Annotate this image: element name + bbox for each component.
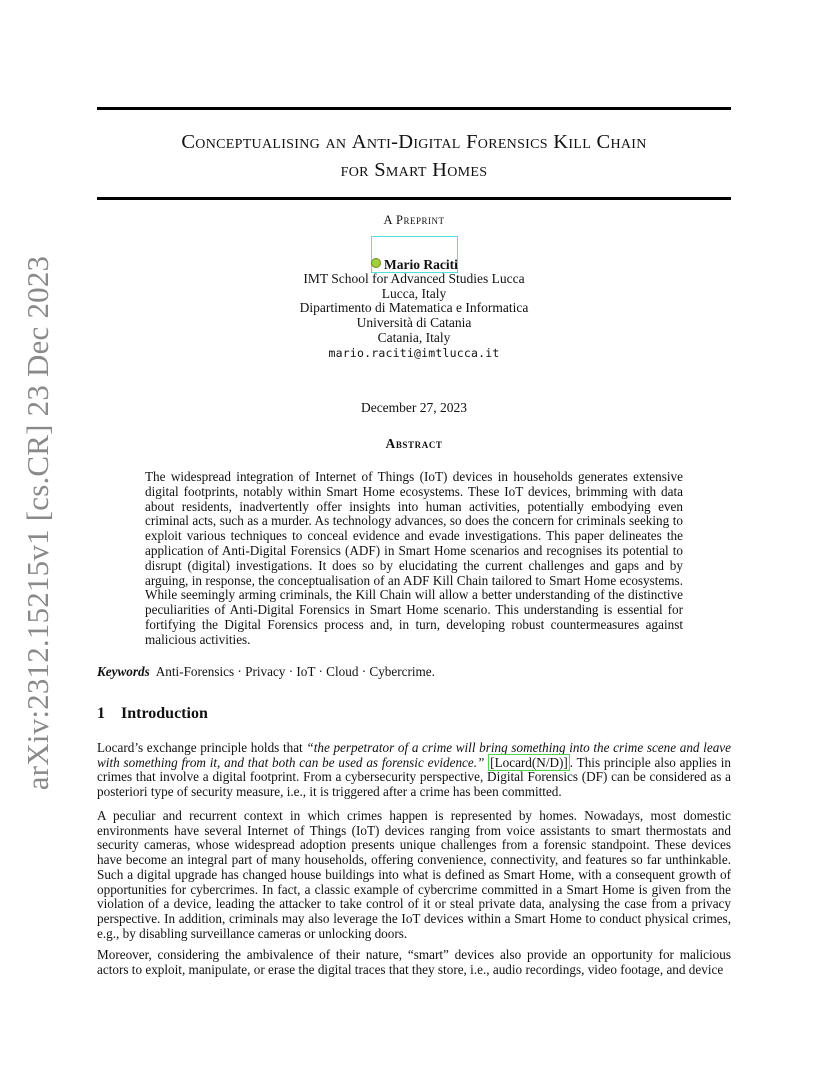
section-heading-introduction: [97, 705, 208, 723]
title-line-1: [97, 128, 731, 156]
title-top-rule: [97, 107, 731, 110]
title-fragment: -D: [391, 131, 414, 153]
title-fragment: omes: [447, 159, 488, 181]
preprint-label: A Preprint: [383, 213, 445, 227]
title-fragment: hain: [610, 131, 647, 153]
title-fragment: A: [351, 131, 367, 153]
title-bottom-rule: [97, 197, 731, 200]
paper-date: December 27, 2023: [360, 400, 468, 415]
abstract-heading: Abstract: [385, 436, 443, 451]
keywords-list: Anti-Forensics · Privacy · IoT · Cloud · Cybercrime.: [155, 664, 435, 679]
orcid-icon[interactable]: [371, 258, 381, 268]
title-fragment: C: [596, 131, 611, 153]
title-fragment: onceptualising an: [195, 131, 352, 153]
author-affiliation: [97, 272, 731, 360]
title-fragment: K: [553, 131, 569, 153]
title-fragment: igital: [413, 131, 467, 153]
arxiv-sidebar-identifier: [20, 255, 55, 790]
arxiv-id-text: arXiv:2312.15215v1 [cs.CR] 23 Dec 2023: [20, 255, 55, 790]
section-title: Introduction: [121, 705, 208, 722]
affiliation-line: Dipartimento di Matematica e Informatica: [299, 300, 529, 316]
affiliation-line: IMT School for Advanced Studies Lucca: [303, 271, 525, 286]
title-line-2: [97, 156, 731, 184]
title-fragment: for: [340, 159, 375, 181]
title-fragment: orensics: [477, 131, 554, 153]
intro-paragraph-3: Moreover, considering the ambivalence of their nature, “smart” devices also provide an opportunity for malicious actors to exploit, manipulate, or erase the digital traces that they store, i.e., audio recordings, video footage, and device: [97, 947, 731, 977]
author-name-text: Mario Raciti: [384, 257, 458, 272]
paper-title: [97, 128, 731, 184]
affiliation-line: Lucca, Italy: [381, 285, 447, 301]
keywords-label: Keywords: [97, 664, 150, 679]
keywords: [97, 664, 731, 680]
citation-link-locard[interactable]: [Locard(N/D)]: [490, 754, 568, 770]
p1-lead: Locard’s exchange principle holds that: [97, 740, 307, 755]
title-fragment: F: [466, 131, 478, 153]
title-fragment: ill: [568, 131, 597, 153]
title-fragment: nti: [366, 131, 392, 153]
abstract-text: The widespread integration of Internet of Things (IoT) devices in households generates extensive digital footprints, notably within Smart Home ecosystems. These IoT devices, brimming with data about residents, inadvertently offer insights into human activities, potentially embodying even criminal acts, such as a murder. As technology advances, so does the concern for criminals seeking to exploit various techniques to conceal evidence and evade investigations. This paper delineates the application of Anti-Digital Forensics (ADF) in Smart Home scenarios and recognises its potential to disrupt (digital) investigations. It does so by elucidating the current challenges and gaps and by arguing, in response, the conceptualisation of an ADF Kill Chain tailored to Smart Home ecosystems. While seemingly arming criminals, the Kill Chain will allow a better understanding of the distinctive peculiarities of Anti-Digital Forensics in Smart Home scenario. This understanding is essential for fortifying the Digital Forensics process and, in turn, developing robust countermeasures against malicious activities.: [145, 469, 683, 647]
author-email[interactable]: mario.raciti@imtlucca.it: [328, 345, 500, 360]
intro-paragraph-2: A peculiar and recurrent context in which crimes happen is represented by homes. Nowadays, most domestic environments have several Internet of Things (IoT) devices ranging from voice assistants to smart thermostats and security cameras, whose widespread adoption presents unique challenges from a forensic standpoint. These devices have become an integral part of many households, offering convenience, connectivity, and features so far unthinkable. Such a digital upgrade has changed house buildings into what is defined as Smart Home, with a consequent growth of opportunities for cybercrimes. In fact, a classic example of cybercrime committed in a Smart Home is given from the violation of a device, leading the attacker to take control of it or steal private data, analysing the case from a privacy perspective. In addition, criminals may also leverage the IoT devices within a Smart Home to conduct physical crimes, e.g., by disabling surveillance cameras or unlocking doors.: [97, 808, 731, 941]
affiliation-line: Catania, Italy: [377, 329, 451, 345]
affiliation-line: Università di Catania: [356, 315, 472, 331]
p1-rest: . This principle also applies in crimes that involve a digital footprint. From a cybersecurity perspective, Digital Forensics (DF) can be considered as a posteriori type of security measure, i.e., it is triggered after a crime has been committed.: [97, 754, 731, 800]
title-fragment: C: [181, 131, 196, 153]
title-fragment: H: [432, 159, 448, 181]
section-number: 1: [97, 705, 105, 722]
title-fragment: S: [374, 159, 386, 181]
intro-paragraph-1: [97, 741, 731, 800]
title-fragment: mart: [385, 159, 433, 181]
locard-quote: “the perpetrator of a crime will bring something into the crime scene and leave with something from it, and that both can be used as forensic evidence.”: [97, 740, 731, 770]
